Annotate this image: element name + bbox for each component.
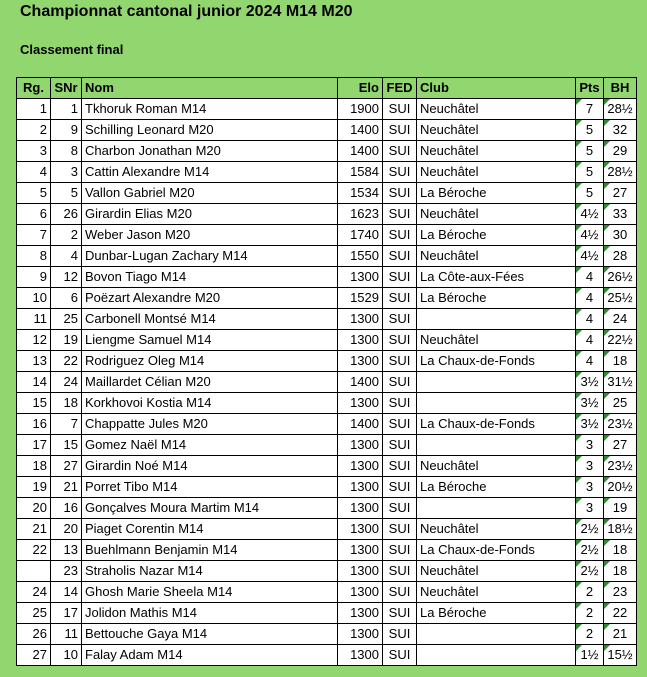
- cell-bh: 28: [604, 246, 637, 267]
- cell-fed: SUI: [383, 204, 417, 225]
- cell-bh: 25½: [604, 288, 637, 309]
- cell-fed: SUI: [383, 477, 417, 498]
- table-row: [17, 99, 637, 120]
- cell-elo: 1300: [338, 582, 383, 603]
- cell-pts: 2: [576, 624, 604, 645]
- table-row: [17, 498, 637, 519]
- cell-snr: 21: [51, 477, 82, 498]
- cell-fed: SUI: [383, 498, 417, 519]
- cell-club: [417, 393, 576, 414]
- cell-bh: 33: [604, 204, 637, 225]
- cell-snr: 27: [51, 456, 82, 477]
- cell-rg: 12: [17, 330, 51, 351]
- cell-club: La Béroche: [417, 603, 576, 624]
- page-title: Championnat cantonal junior 2024 M14 M20: [20, 3, 353, 20]
- cell-rg: 17: [17, 435, 51, 456]
- cell-elo: 1900: [338, 99, 383, 120]
- cell-pts: 4½: [576, 225, 604, 246]
- cell-elo: 1300: [338, 519, 383, 540]
- cell-club: Neuchâtel: [417, 204, 576, 225]
- cell-snr: 4: [51, 246, 82, 267]
- cell-nom: Carbonell Montsé M14: [82, 309, 338, 330]
- page-subtitle: Classement final: [20, 42, 124, 57]
- cell-snr: 3: [51, 162, 82, 183]
- cell-fed: SUI: [383, 330, 417, 351]
- cell-club: La Chaux-de-Fonds: [417, 351, 576, 372]
- cell-fed: SUI: [383, 246, 417, 267]
- cell-fed: SUI: [383, 267, 417, 288]
- cell-bh: 28½: [604, 99, 637, 120]
- cell-rg: 20: [17, 498, 51, 519]
- cell-pts: 3½: [576, 393, 604, 414]
- cell-bh: 31½: [604, 372, 637, 393]
- cell-bh: 22: [604, 603, 637, 624]
- cell-snr: 8: [51, 141, 82, 162]
- cell-pts: 3½: [576, 372, 604, 393]
- cell-club: [417, 435, 576, 456]
- cell-pts: 4: [576, 330, 604, 351]
- cell-snr: 18: [51, 393, 82, 414]
- cell-snr: 1: [51, 99, 82, 120]
- cell-club: Neuchâtel: [417, 519, 576, 540]
- cell-rg: 7: [17, 225, 51, 246]
- cell-pts: 2: [576, 603, 604, 624]
- cell-nom: Girardin Noé M14: [82, 456, 338, 477]
- cell-pts: 4½: [576, 204, 604, 225]
- cell-rg: 15: [17, 393, 51, 414]
- cell-club: Neuchâtel: [417, 330, 576, 351]
- cell-pts: 3½: [576, 414, 604, 435]
- cell-nom: Tkhoruk Roman M14: [82, 99, 338, 120]
- cell-rg: 13: [17, 351, 51, 372]
- cell-nom: Weber Jason M20: [82, 225, 338, 246]
- table-row: [17, 582, 637, 603]
- cell-elo: 1300: [338, 624, 383, 645]
- cell-pts: 4: [576, 351, 604, 372]
- cell-nom: Piaget Corentin M14: [82, 519, 338, 540]
- table-row: [17, 435, 637, 456]
- cell-pts: 3: [576, 498, 604, 519]
- cell-nom: Bettouche Gaya M14: [82, 624, 338, 645]
- cell-elo: 1300: [338, 456, 383, 477]
- cell-bh: 23½: [604, 456, 637, 477]
- cell-pts: 2½: [576, 561, 604, 582]
- cell-elo: 1623: [338, 204, 383, 225]
- cell-club: [417, 498, 576, 519]
- cell-fed: SUI: [383, 393, 417, 414]
- cell-club: [417, 309, 576, 330]
- cell-nom: Ghosh Marie Sheela M14: [82, 582, 338, 603]
- cell-rg: 5: [17, 183, 51, 204]
- cell-bh: 18: [604, 351, 637, 372]
- cell-rg: 18: [17, 456, 51, 477]
- cell-nom: Straholis Nazar M14: [82, 561, 338, 582]
- cell-rg: 27: [17, 645, 51, 666]
- cell-pts: 2: [576, 582, 604, 603]
- cell-fed: SUI: [383, 372, 417, 393]
- column-header-nom: Nom: [82, 78, 338, 99]
- cell-snr: 5: [51, 183, 82, 204]
- cell-elo: 1300: [338, 498, 383, 519]
- cell-snr: 12: [51, 267, 82, 288]
- cell-club: Neuchâtel: [417, 141, 576, 162]
- cell-nom: Charbon Jonathan M20: [82, 141, 338, 162]
- cell-elo: 1400: [338, 372, 383, 393]
- cell-bh: 23: [604, 582, 637, 603]
- cell-elo: 1740: [338, 225, 383, 246]
- cell-pts: 5: [576, 183, 604, 204]
- cell-snr: 16: [51, 498, 82, 519]
- cell-rg: 8: [17, 246, 51, 267]
- cell-pts: 1½: [576, 645, 604, 666]
- cell-rg: 10: [17, 288, 51, 309]
- cell-snr: 23: [51, 561, 82, 582]
- table-row: [17, 645, 637, 666]
- cell-club: La Béroche: [417, 288, 576, 309]
- cell-pts: 4: [576, 267, 604, 288]
- cell-club: Neuchâtel: [417, 456, 576, 477]
- cell-rg: 26: [17, 624, 51, 645]
- cell-snr: 24: [51, 372, 82, 393]
- cell-club: [417, 645, 576, 666]
- cell-fed: SUI: [383, 414, 417, 435]
- cell-elo: 1300: [338, 351, 383, 372]
- cell-rg: 25: [17, 603, 51, 624]
- cell-fed: SUI: [383, 120, 417, 141]
- cell-pts: 7: [576, 99, 604, 120]
- cell-fed: SUI: [383, 582, 417, 603]
- cell-pts: 5: [576, 162, 604, 183]
- cell-elo: 1300: [338, 393, 383, 414]
- cell-elo: 1534: [338, 183, 383, 204]
- table-row: [17, 288, 637, 309]
- cell-club: La Béroche: [417, 225, 576, 246]
- cell-rg: 22: [17, 540, 51, 561]
- cell-nom: Poëzart Alexandre M20: [82, 288, 338, 309]
- cell-elo: 1529: [338, 288, 383, 309]
- table-row: [17, 624, 637, 645]
- cell-rg: 11: [17, 309, 51, 330]
- cell-fed: SUI: [383, 351, 417, 372]
- cell-bh: 19: [604, 498, 637, 519]
- cell-nom: Buehlmann Benjamin M14: [82, 540, 338, 561]
- cell-nom: Gomez Naël M14: [82, 435, 338, 456]
- cell-bh: 28½: [604, 162, 637, 183]
- cell-snr: 2: [51, 225, 82, 246]
- table-row: [17, 351, 637, 372]
- cell-nom: Rodriguez Oleg M14: [82, 351, 338, 372]
- cell-fed: SUI: [383, 561, 417, 582]
- cell-elo: 1300: [338, 540, 383, 561]
- table-row: [17, 519, 637, 540]
- table-row: [17, 183, 637, 204]
- cell-fed: SUI: [383, 162, 417, 183]
- table-row: [17, 414, 637, 435]
- cell-club: [417, 372, 576, 393]
- table-header-row: [17, 78, 637, 99]
- cell-snr: 17: [51, 603, 82, 624]
- cell-club: La Béroche: [417, 183, 576, 204]
- cell-elo: 1400: [338, 414, 383, 435]
- cell-rg: 24: [17, 582, 51, 603]
- table-row: [17, 330, 637, 351]
- cell-snr: 9: [51, 120, 82, 141]
- table-row: [17, 246, 637, 267]
- table-row: [17, 141, 637, 162]
- cell-elo: 1550: [338, 246, 383, 267]
- cell-rg: 19: [17, 477, 51, 498]
- cell-rg: 16: [17, 414, 51, 435]
- cell-nom: Schilling Leonard M20: [82, 120, 338, 141]
- cell-snr: 10: [51, 645, 82, 666]
- cell-fed: SUI: [383, 288, 417, 309]
- cell-pts: 2½: [576, 519, 604, 540]
- table-row: [17, 456, 637, 477]
- cell-club: [417, 624, 576, 645]
- cell-fed: SUI: [383, 519, 417, 540]
- cell-fed: SUI: [383, 603, 417, 624]
- cell-club: Neuchâtel: [417, 561, 576, 582]
- cell-fed: SUI: [383, 141, 417, 162]
- cell-bh: 32: [604, 120, 637, 141]
- cell-snr: 20: [51, 519, 82, 540]
- cell-club: La Chaux-de-Fonds: [417, 414, 576, 435]
- column-header-bh: BH: [604, 78, 637, 99]
- cell-pts: 4: [576, 309, 604, 330]
- cell-elo: 1300: [338, 477, 383, 498]
- cell-rg: 2: [17, 120, 51, 141]
- cell-rg: 4: [17, 162, 51, 183]
- cell-snr: 15: [51, 435, 82, 456]
- cell-club: Neuchâtel: [417, 162, 576, 183]
- cell-rg: 1: [17, 99, 51, 120]
- cell-bh: 25: [604, 393, 637, 414]
- column-header-snr: SNr: [51, 78, 82, 99]
- cell-club: Neuchâtel: [417, 246, 576, 267]
- cell-fed: SUI: [383, 645, 417, 666]
- cell-bh: 18: [604, 561, 637, 582]
- cell-fed: SUI: [383, 435, 417, 456]
- column-header-club: Club: [417, 78, 576, 99]
- cell-rg: 3: [17, 141, 51, 162]
- cell-rg: 21: [17, 519, 51, 540]
- table-row: [17, 162, 637, 183]
- table-row: [17, 225, 637, 246]
- cell-nom: Vallon Gabriel M20: [82, 183, 338, 204]
- cell-snr: 7: [51, 414, 82, 435]
- cell-fed: SUI: [383, 540, 417, 561]
- cell-pts: 3: [576, 435, 604, 456]
- cell-club: Neuchâtel: [417, 120, 576, 141]
- cell-elo: 1300: [338, 603, 383, 624]
- cell-fed: SUI: [383, 456, 417, 477]
- cell-bh: 15½: [604, 645, 637, 666]
- table-row: [17, 372, 637, 393]
- table-row: [17, 309, 637, 330]
- cell-elo: 1300: [338, 645, 383, 666]
- cell-snr: 19: [51, 330, 82, 351]
- cell-elo: 1300: [338, 330, 383, 351]
- column-header-pts: Pts: [576, 78, 604, 99]
- cell-elo: 1300: [338, 267, 383, 288]
- cell-elo: 1300: [338, 561, 383, 582]
- cell-bh: 27: [604, 183, 637, 204]
- cell-pts: 5: [576, 120, 604, 141]
- table-row: [17, 561, 637, 582]
- cell-snr: 26: [51, 204, 82, 225]
- cell-nom: Chappatte Jules M20: [82, 414, 338, 435]
- cell-club: La Chaux-de-Fonds: [417, 540, 576, 561]
- cell-nom: Maillardet Célian M20: [82, 372, 338, 393]
- cell-club: La Béroche: [417, 477, 576, 498]
- cell-fed: SUI: [383, 183, 417, 204]
- cell-bh: 23½: [604, 414, 637, 435]
- cell-snr: 22: [51, 351, 82, 372]
- cell-rg: 14: [17, 372, 51, 393]
- cell-bh: 21: [604, 624, 637, 645]
- standings-table: [16, 77, 637, 666]
- cell-elo: 1300: [338, 309, 383, 330]
- table-row: [17, 393, 637, 414]
- cell-fed: SUI: [383, 99, 417, 120]
- cell-bh: 18½: [604, 519, 637, 540]
- cell-elo: 1400: [338, 141, 383, 162]
- cell-nom: Porret Tibo M14: [82, 477, 338, 498]
- cell-elo: 1400: [338, 120, 383, 141]
- table-row: [17, 603, 637, 624]
- cell-bh: 20½: [604, 477, 637, 498]
- cell-snr: 11: [51, 624, 82, 645]
- cell-snr: 14: [51, 582, 82, 603]
- cell-club: Neuchâtel: [417, 99, 576, 120]
- table-row: [17, 120, 637, 141]
- cell-nom: Gonçalves Moura Martim M14: [82, 498, 338, 519]
- cell-nom: Dunbar-Lugan Zachary M14: [82, 246, 338, 267]
- cell-rg: [17, 561, 51, 582]
- cell-snr: 25: [51, 309, 82, 330]
- column-header-fed: FED: [383, 78, 417, 99]
- cell-fed: SUI: [383, 225, 417, 246]
- cell-pts: 5: [576, 141, 604, 162]
- cell-elo: 1300: [338, 435, 383, 456]
- cell-bh: 26½: [604, 267, 637, 288]
- cell-pts: 3: [576, 456, 604, 477]
- cell-fed: SUI: [383, 624, 417, 645]
- table-row: [17, 540, 637, 561]
- table-row: [17, 477, 637, 498]
- cell-nom: Liengme Samuel M14: [82, 330, 338, 351]
- column-header-elo: Elo: [338, 78, 383, 99]
- cell-club: La Côte-aux-Fées: [417, 267, 576, 288]
- cell-snr: 6: [51, 288, 82, 309]
- cell-elo: 1584: [338, 162, 383, 183]
- cell-rg: 9: [17, 267, 51, 288]
- cell-bh: 18: [604, 540, 637, 561]
- cell-nom: Korkhovoi Kostia M14: [82, 393, 338, 414]
- table-row: [17, 267, 637, 288]
- cell-bh: 30: [604, 225, 637, 246]
- cell-fed: SUI: [383, 309, 417, 330]
- cell-rg: 6: [17, 204, 51, 225]
- cell-nom: Girardin Elias M20: [82, 204, 338, 225]
- cell-bh: 27: [604, 435, 637, 456]
- cell-snr: 13: [51, 540, 82, 561]
- cell-bh: 24: [604, 309, 637, 330]
- cell-pts: 4½: [576, 246, 604, 267]
- column-header-rg: Rg.: [17, 78, 51, 99]
- cell-nom: Bovon Tiago M14: [82, 267, 338, 288]
- cell-nom: Falay Adam M14: [82, 645, 338, 666]
- cell-bh: 22½: [604, 330, 637, 351]
- cell-nom: Jolidon Mathis M14: [82, 603, 338, 624]
- cell-pts: 4: [576, 288, 604, 309]
- cell-club: Neuchâtel: [417, 582, 576, 603]
- table-row: [17, 204, 637, 225]
- cell-pts: 3: [576, 477, 604, 498]
- cell-bh: 29: [604, 141, 637, 162]
- cell-nom: Cattin Alexandre M14: [82, 162, 338, 183]
- cell-pts: 2½: [576, 540, 604, 561]
